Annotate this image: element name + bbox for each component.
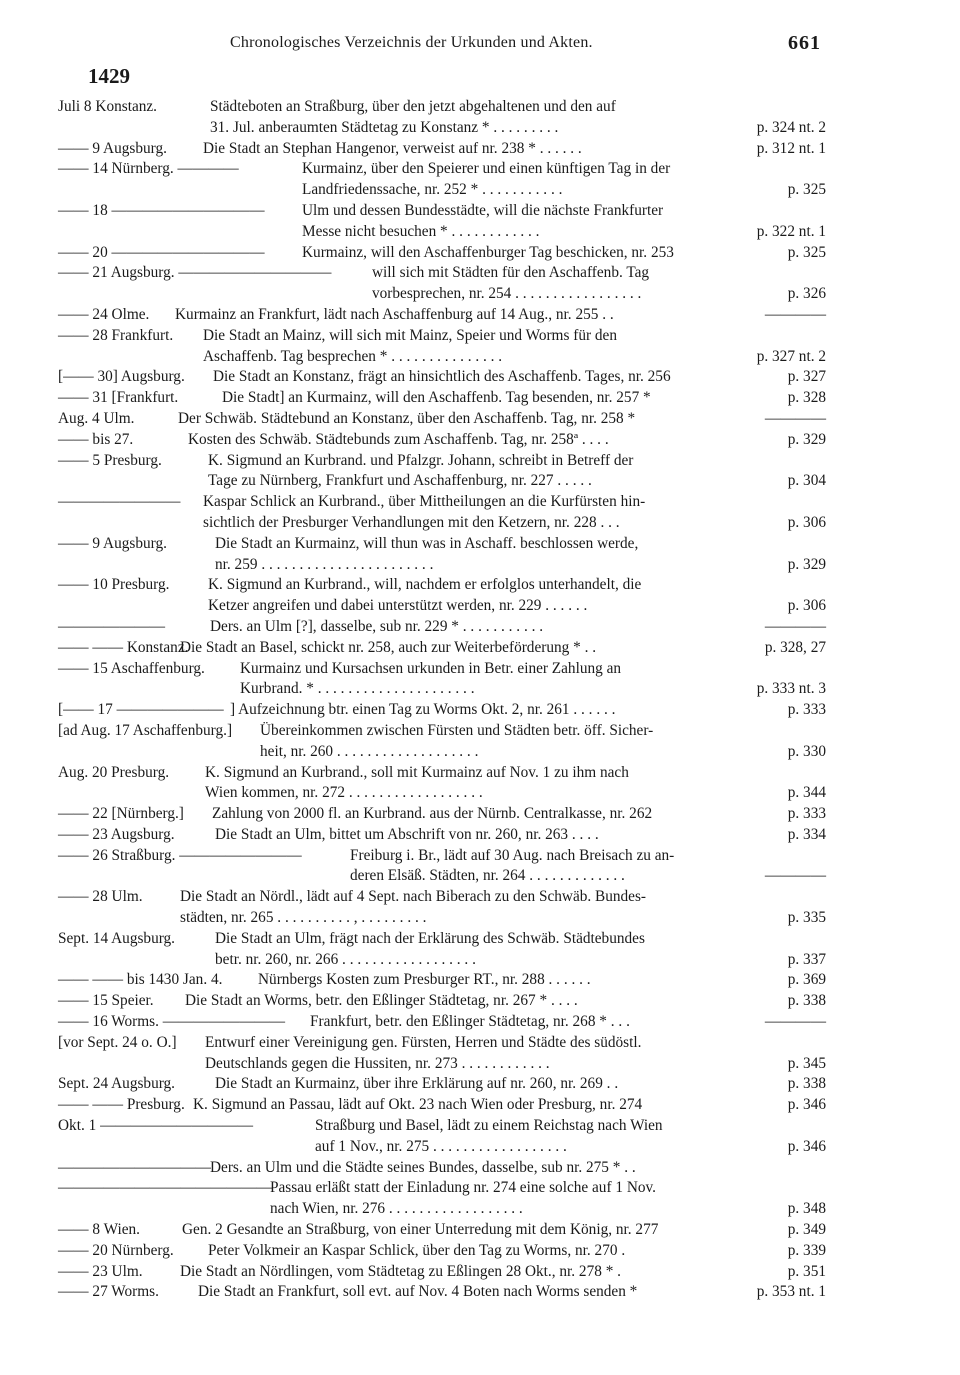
entry-text: nr. 259 . . . . . . . . . . . . . . . . . . . . . . .	[215, 555, 434, 573]
page-reference: p. 328	[787, 389, 826, 407]
entry-line	[0, 1199, 960, 1220]
entry-date: Sept. 14 Augsburg.	[58, 929, 176, 947]
page-number: 661	[788, 32, 821, 54]
entry-text: Die Stadt an Stephan Hangenor, verweist auf nr. 238 * . . . . . .	[203, 139, 582, 157]
entry-text: ] Aufzeichnung btr. einen Tag zu Worms Okt. 2, nr. 261 . . . . . .	[230, 701, 616, 719]
entry-line	[0, 118, 960, 139]
entry-line	[0, 679, 960, 700]
entry-line	[0, 1033, 960, 1054]
entry-text: Ders. an Ulm und die Städte seines Bundes, dasselbe, sub nr. 275 * . .	[210, 1158, 636, 1176]
entry-date: —— 9 Augsburg.	[58, 534, 167, 552]
register-entry	[0, 1178, 960, 1220]
entry-line	[0, 367, 960, 388]
entry-text: nach Wien, nr. 276 . . . . . . . . . . . . . . . . . .	[270, 1200, 523, 1218]
entry-text: städten, nr. 265 . . . . . . . . . . , . . . . . . . . .	[180, 909, 427, 927]
entry-text: Die Stadt an Kurmainz, über ihre Erklärung auf nr. 260, nr. 269 . .	[215, 1075, 619, 1093]
entry-text: K. Sigmund an Kurbrand. und Pfalzgr. Johann, schreibt in Betreff der	[208, 451, 634, 469]
entry-date: ————————	[58, 493, 181, 511]
entry-date: —— 23 Augsburg.	[58, 825, 175, 843]
page-reference: p. 338	[787, 1075, 826, 1093]
entry-text: betr. nr. 260, nr. 266 . . . . . . . . . . . . . . . . . .	[215, 950, 476, 968]
register-entry	[0, 659, 960, 701]
register-entry	[0, 617, 960, 638]
entry-date: —— 26 Straßburg. ————————	[58, 846, 302, 864]
page-reference: p. 330	[787, 742, 826, 760]
page-reference: p. 327	[787, 368, 826, 386]
entry-text: Messe nicht besuchen * . . . . . . . . . . . .	[302, 222, 540, 240]
entry-date: —— 28 Frankfurt.	[58, 326, 174, 344]
entry-line	[0, 409, 960, 430]
entry-line	[0, 575, 960, 596]
register-entry	[0, 305, 960, 326]
entry-date: [—— 30] Augsburg.	[58, 368, 185, 386]
entry-date: —— 8 Wien.	[58, 1221, 140, 1239]
entry-text: 31. Jul. anberaumten Städtetag zu Konstanz * . . . . . . . . .	[210, 118, 559, 136]
running-header	[0, 32, 960, 56]
entry-date: —— 22 [Nürnberg.]	[58, 805, 184, 823]
entry-text: Entwurf einer Vereinigung gen. Fürsten, Herren und Städte des südöstl.	[205, 1033, 642, 1051]
entry-text: Die Stadt an Kurmainz, will thun was in Aschaff. beschlossen werde,	[215, 534, 639, 552]
page-reference: p. 345	[787, 1054, 826, 1072]
entry-line	[0, 263, 960, 284]
entry-line	[0, 1095, 960, 1116]
register-entry	[0, 763, 960, 805]
entry-text: Gen. 2 Gesandte an Straßburg, von einer Unterredung mit dem König, nr. 277	[182, 1221, 659, 1239]
entry-line	[0, 721, 960, 742]
entry-line	[0, 659, 960, 680]
entry-text: will sich mit Städten für den Aschaffenb. Tag	[372, 264, 650, 282]
register-entry	[0, 846, 960, 888]
entry-text: Übereinkommen zwischen Fürsten und Städten betr. öff. Sicher-	[260, 721, 654, 739]
entry-line	[0, 638, 960, 659]
register-entry	[0, 409, 960, 430]
page-reference: p. 304	[787, 472, 826, 490]
entry-text: Städteboten an Straßburg, über den jetzt abgehaltenen und den auf	[210, 98, 616, 115]
register-entry	[0, 1074, 960, 1095]
entry-text: Kosten des Schwäb. Städtebunds zum Aschaffenb. Tag, nr. 258ª . . . .	[188, 430, 609, 448]
entry-text: Landfriedenssache, nr. 252 * . . . . . . . . . . .	[302, 181, 563, 199]
entries-list	[0, 97, 960, 1303]
entry-line	[0, 243, 960, 264]
entry-line	[0, 513, 960, 534]
entry-line	[0, 1116, 960, 1137]
register-entry	[0, 326, 960, 368]
entry-text: auf 1 Nov., nr. 275 . . . . . . . . . . . . . . . . . .	[315, 1137, 567, 1155]
page-reference: p. 344	[787, 784, 826, 802]
entry-text: Die Stadt an Basel, schickt nr. 258, auch zur Weiterbeförderung * . .	[180, 638, 597, 656]
entry-line	[0, 430, 960, 451]
entry-date: —— 15 Speier.	[58, 992, 154, 1010]
page-reference: p. 333	[787, 701, 826, 719]
page-reference: p. 334	[787, 825, 826, 843]
entry-date: —— 28 Ulm.	[58, 888, 143, 906]
entry-text: Die Stadt an Nördl., lädt auf 4 Sept. nach Biberach zu den Schwäb. Bundes-	[180, 888, 647, 906]
register-entry	[0, 388, 960, 409]
entry-line	[0, 929, 960, 950]
entry-line	[0, 742, 960, 763]
entry-date: —— —— bis 1430 Jan. 4.	[58, 971, 223, 989]
entry-line	[0, 1220, 960, 1241]
entry-text: Ketzer angreifen und dabei unterstützt werden, nr. 229 . . . . . .	[208, 597, 588, 615]
page-reference: p. 306	[787, 597, 826, 615]
entry-text: Kurmainz, über den Speierer und einen künftigen Tag in der	[302, 160, 671, 178]
register-entry	[0, 929, 960, 971]
page-reference: p. 329	[787, 555, 826, 573]
entry-line	[0, 1054, 960, 1075]
entry-text: Die Stadt an Nördlingen, vom Städtetag zu Eßlingen 28 Okt., nr. 278 * .	[180, 1262, 621, 1280]
entry-line	[0, 97, 960, 118]
register-entry	[0, 492, 960, 534]
entry-line	[0, 159, 960, 180]
entry-line	[0, 1241, 960, 1262]
entry-date: —— —— Presburg.	[58, 1096, 185, 1114]
page-reference: ————	[764, 409, 826, 427]
entry-date: —— 10 Presburg.	[58, 576, 170, 594]
year-heading: 1429	[88, 64, 130, 88]
entry-text: Freiburg i. Br., lädt auf 30 Aug. nach Breisach zu an-	[350, 846, 675, 864]
register-entry	[0, 1241, 960, 1262]
entry-line	[0, 1074, 960, 1095]
entry-text: Kaspar Schlick an Kurbrand., über Mittheilungen an die Kurfürsten hin-	[203, 493, 646, 511]
entry-date: —— 20 ——————————	[58, 243, 265, 261]
register-entry	[0, 1095, 960, 1116]
entry-line	[0, 471, 960, 492]
entry-date: —— 20 Nürnberg.	[58, 1241, 174, 1259]
entry-line	[0, 908, 960, 929]
entry-text: Ulm und dessen Bundesstädte, will die nächste Frankfurter	[302, 201, 664, 219]
register-entry	[0, 804, 960, 825]
page-reference: p. 349	[787, 1221, 826, 1239]
entry-line	[0, 1158, 960, 1179]
page-reference: p. 306	[787, 513, 826, 531]
register-entry	[0, 575, 960, 617]
entry-text: Straßburg und Basel, lädt zu einem Reichstag nach Wien	[315, 1117, 663, 1135]
page-reference: p. 335	[787, 909, 826, 927]
entry-date: ———————	[58, 617, 166, 635]
entry-text: Tage zu Nürnberg, Frankfurt und Aschaffenburg, nr. 227 . . . . .	[208, 472, 592, 490]
page-reference: p. 348	[787, 1200, 826, 1218]
entry-date: [vor Sept. 24 o. O.]	[58, 1033, 177, 1051]
entry-line	[0, 534, 960, 555]
register-entry	[0, 1220, 960, 1241]
entry-line	[0, 1262, 960, 1283]
entry-text: Frankfurt, betr. den Eßlinger Städtetag, nr. 268 * . . .	[310, 1013, 630, 1031]
entry-date: —— 16 Worms. ————————	[58, 1013, 286, 1031]
entry-line	[0, 222, 960, 243]
entry-date: —— bis 27.	[58, 430, 134, 448]
register-entry	[0, 430, 960, 451]
entry-date: —— 9 Augsburg.	[58, 139, 167, 157]
page-reference: p. 338	[787, 992, 826, 1010]
entry-line	[0, 783, 960, 804]
page-reference: ————	[764, 305, 826, 323]
entry-date: Sept. 24 Augsburg.	[58, 1075, 176, 1093]
register-entry	[0, 825, 960, 846]
register-entry	[0, 991, 960, 1012]
page-reference: p. 329	[787, 430, 826, 448]
register-entry	[0, 451, 960, 493]
entry-text: Kurmainz und Kursachsen urkunden in Betr. einer Zahlung an	[240, 659, 622, 677]
entry-text: Der Schwäb. Städtebund an Konstanz, über den Aschaffenb. Tag, nr. 258 *	[178, 409, 636, 427]
entry-date: ——————————	[58, 1158, 211, 1176]
page-reference: ————	[764, 1013, 826, 1031]
entry-text: Deutschlands gegen die Hussiten, nr. 273 . . . . . . . . . . . .	[205, 1054, 550, 1072]
entry-date: —— 15 Aschaffenburg.	[58, 659, 205, 677]
entry-date: —— 5 Presburg.	[58, 451, 162, 469]
entry-text: Die Stadt] an Kurmainz, will den Aschaffenb. Tag besenden, nr. 257 *	[222, 389, 651, 407]
register-entry	[0, 1282, 960, 1303]
entry-line	[0, 1137, 960, 1158]
register-entry	[0, 243, 960, 264]
page-reference: ————	[764, 617, 826, 635]
page-reference: p. 351	[787, 1262, 826, 1280]
entry-line	[0, 555, 960, 576]
entry-line	[0, 305, 960, 326]
entry-line	[0, 347, 960, 368]
entry-text: Passau erläßt statt der Einladung nr. 274 eine solche auf 1 Nov.	[270, 1179, 657, 1197]
page-reference: p. 346	[787, 1137, 826, 1155]
entry-date: —— 21 Augsburg. ——————————	[58, 264, 332, 282]
entry-text: sichtlich der Presburger Verhandlungen mit den Ketzern, nr. 228 . . .	[203, 513, 620, 531]
entry-date: [—— 17 ———————	[58, 701, 224, 719]
entry-text: Zahlung von 2000 fl. an Kurbrand. aus der Nürnb. Centralkasse, nr. 262	[212, 805, 653, 823]
entry-text: vorbesprechen, nr. 254 . . . . . . . . . . . . . . . . .	[372, 285, 642, 303]
entry-date: ——————————————	[58, 1179, 273, 1197]
entry-line	[0, 991, 960, 1012]
entry-line	[0, 180, 960, 201]
register-entry	[0, 159, 960, 201]
page-reference: p. 322 nt. 1	[756, 222, 826, 240]
entry-date: —— 18 ——————————	[58, 201, 265, 219]
entry-text: Die Stadt an Frankfurt, soll evt. auf Nov. 4 Boten nach Worms senden *	[198, 1283, 638, 1301]
register-entry	[0, 887, 960, 929]
entry-line	[0, 763, 960, 784]
entry-line	[0, 804, 960, 825]
entry-text: heit, nr. 260 . . . . . . . . . . . . . . . . . . .	[260, 742, 479, 760]
entry-line	[0, 700, 960, 721]
header-title: Chronologisches Verzeichnis der Urkunden und Akten.	[230, 34, 593, 51]
entry-line	[0, 596, 960, 617]
page-reference: ————	[764, 867, 826, 885]
register-entry	[0, 1262, 960, 1283]
page-reference: p. 346	[787, 1096, 826, 1114]
register-entry	[0, 970, 960, 991]
entry-text: Die Stadt an Mainz, will sich mit Mainz, Speier und Worms für den	[203, 326, 617, 344]
register-entry	[0, 97, 960, 139]
entry-line	[0, 617, 960, 638]
entry-line	[0, 887, 960, 908]
entry-line	[0, 451, 960, 472]
entry-date: —— 24 Olme.	[58, 305, 150, 323]
page-reference: p. 327 nt. 2	[756, 347, 826, 365]
entry-text: Die Stadt an Worms, betr. den Eßlinger Städtetag, nr. 267 * . . . .	[185, 992, 578, 1010]
entry-text: Wien kommen, nr. 272 . . . . . . . . . . . . . . . . . .	[205, 784, 483, 802]
register-entry	[0, 534, 960, 576]
page-reference: p. 339	[787, 1241, 826, 1259]
entry-line	[0, 1178, 960, 1199]
entry-text: deren Elsäß. Städten, nr. 264 . . . . . . . . . . . . .	[350, 867, 625, 885]
register-entry	[0, 1116, 960, 1158]
register-entry	[0, 367, 960, 388]
register-entry	[0, 1158, 960, 1179]
entry-line	[0, 201, 960, 222]
entry-line	[0, 1282, 960, 1303]
entry-line	[0, 825, 960, 846]
entry-date: [ad Aug. 17 Aschaffenburg.]	[58, 721, 233, 739]
entry-date: —— —— Konstanz.	[58, 638, 189, 656]
entry-line	[0, 866, 960, 887]
page-reference: p. 325	[787, 243, 826, 261]
entry-date: —— 31 [Frankfurt.	[58, 389, 179, 407]
page-reference: p. 333	[787, 805, 826, 823]
register-entry	[0, 1033, 960, 1075]
entry-line	[0, 970, 960, 991]
page-reference: p. 353 nt. 1	[756, 1283, 826, 1301]
page-reference: p. 325	[787, 181, 826, 199]
register-entry	[0, 700, 960, 721]
entry-line	[0, 284, 960, 305]
page-reference: p. 369	[787, 971, 826, 989]
page-reference: p. 324 nt. 2	[756, 118, 826, 136]
entry-line	[0, 139, 960, 160]
entry-text: K. Sigmund an Kurbrand., will, nachdem er erfolglos unterhandelt, die	[208, 576, 642, 594]
register-entry	[0, 263, 960, 305]
entry-text: Peter Volkmeir an Kaspar Schlick, über den Tag zu Worms, nr. 270 .	[208, 1241, 626, 1259]
page-reference: p. 326	[787, 285, 826, 303]
register-entry	[0, 638, 960, 659]
entry-line	[0, 388, 960, 409]
entry-date: Aug. 20 Presburg.	[58, 763, 170, 781]
entry-line	[0, 950, 960, 971]
entry-date: —— 23 Ulm.	[58, 1262, 143, 1280]
page-reference: p. 328, 27	[764, 638, 826, 656]
register-entry	[0, 721, 960, 763]
register-entry	[0, 139, 960, 160]
entry-text: K. Sigmund an Kurbrand., soll mit Kurmainz auf Nov. 1 zu ihm nach	[205, 763, 629, 781]
entry-text: Kurmainz an Frankfurt, lädt nach Aschaffenburg auf 14 Aug., nr. 255 . .	[175, 305, 614, 323]
entry-line	[0, 326, 960, 347]
entry-date: Juli 8 Konstanz.	[58, 98, 157, 115]
entry-text: Kurbrand. * . . . . . . . . . . . . . . . . . . . . .	[240, 680, 475, 698]
entry-text: K. Sigmund an Passau, lädt auf Okt. 23 nach Wien oder Presburg, nr. 274	[193, 1096, 643, 1114]
page-reference: p. 312 nt. 1	[756, 139, 826, 157]
entry-text: Kurmainz, will den Aschaffenburger Tag beschicken, nr. 253	[302, 243, 674, 261]
entry-line	[0, 492, 960, 513]
entry-text: Aschaffenb. Tag besprechen * . . . . . . . . . . . . . . .	[203, 347, 503, 365]
register-entry	[0, 1012, 960, 1033]
entry-text: Die Stadt an Konstanz, frägt an hinsichtlich des Aschaffenb. Tages, nr. 256	[213, 368, 671, 386]
page-reference: p. 337	[787, 950, 826, 968]
entry-text: Die Stadt an Ulm, frägt nach der Erklärung des Schwäb. Städtebundes	[215, 929, 645, 947]
entry-date: Aug. 4 Ulm.	[58, 409, 135, 427]
entry-date: —— 14 Nürnberg. ————	[58, 160, 239, 178]
entry-text: Ders. an Ulm [?], dasselbe, sub nr. 229 * . . . . . . . . . . .	[210, 617, 544, 635]
entry-text: Nürnbergs Kosten zum Presburger RT., nr. 288 . . . . . .	[258, 971, 591, 989]
page-reference: p. 333 nt. 3	[756, 680, 826, 698]
entry-text: Die Stadt an Ulm, bittet um Abschrift von nr. 260, nr. 263 . . . .	[215, 825, 599, 843]
register-entry	[0, 201, 960, 243]
entry-date: Okt. 1 ——————————	[58, 1117, 254, 1135]
entry-line	[0, 1012, 960, 1033]
entry-date: —— 27 Worms.	[58, 1283, 159, 1301]
entry-line	[0, 846, 960, 867]
